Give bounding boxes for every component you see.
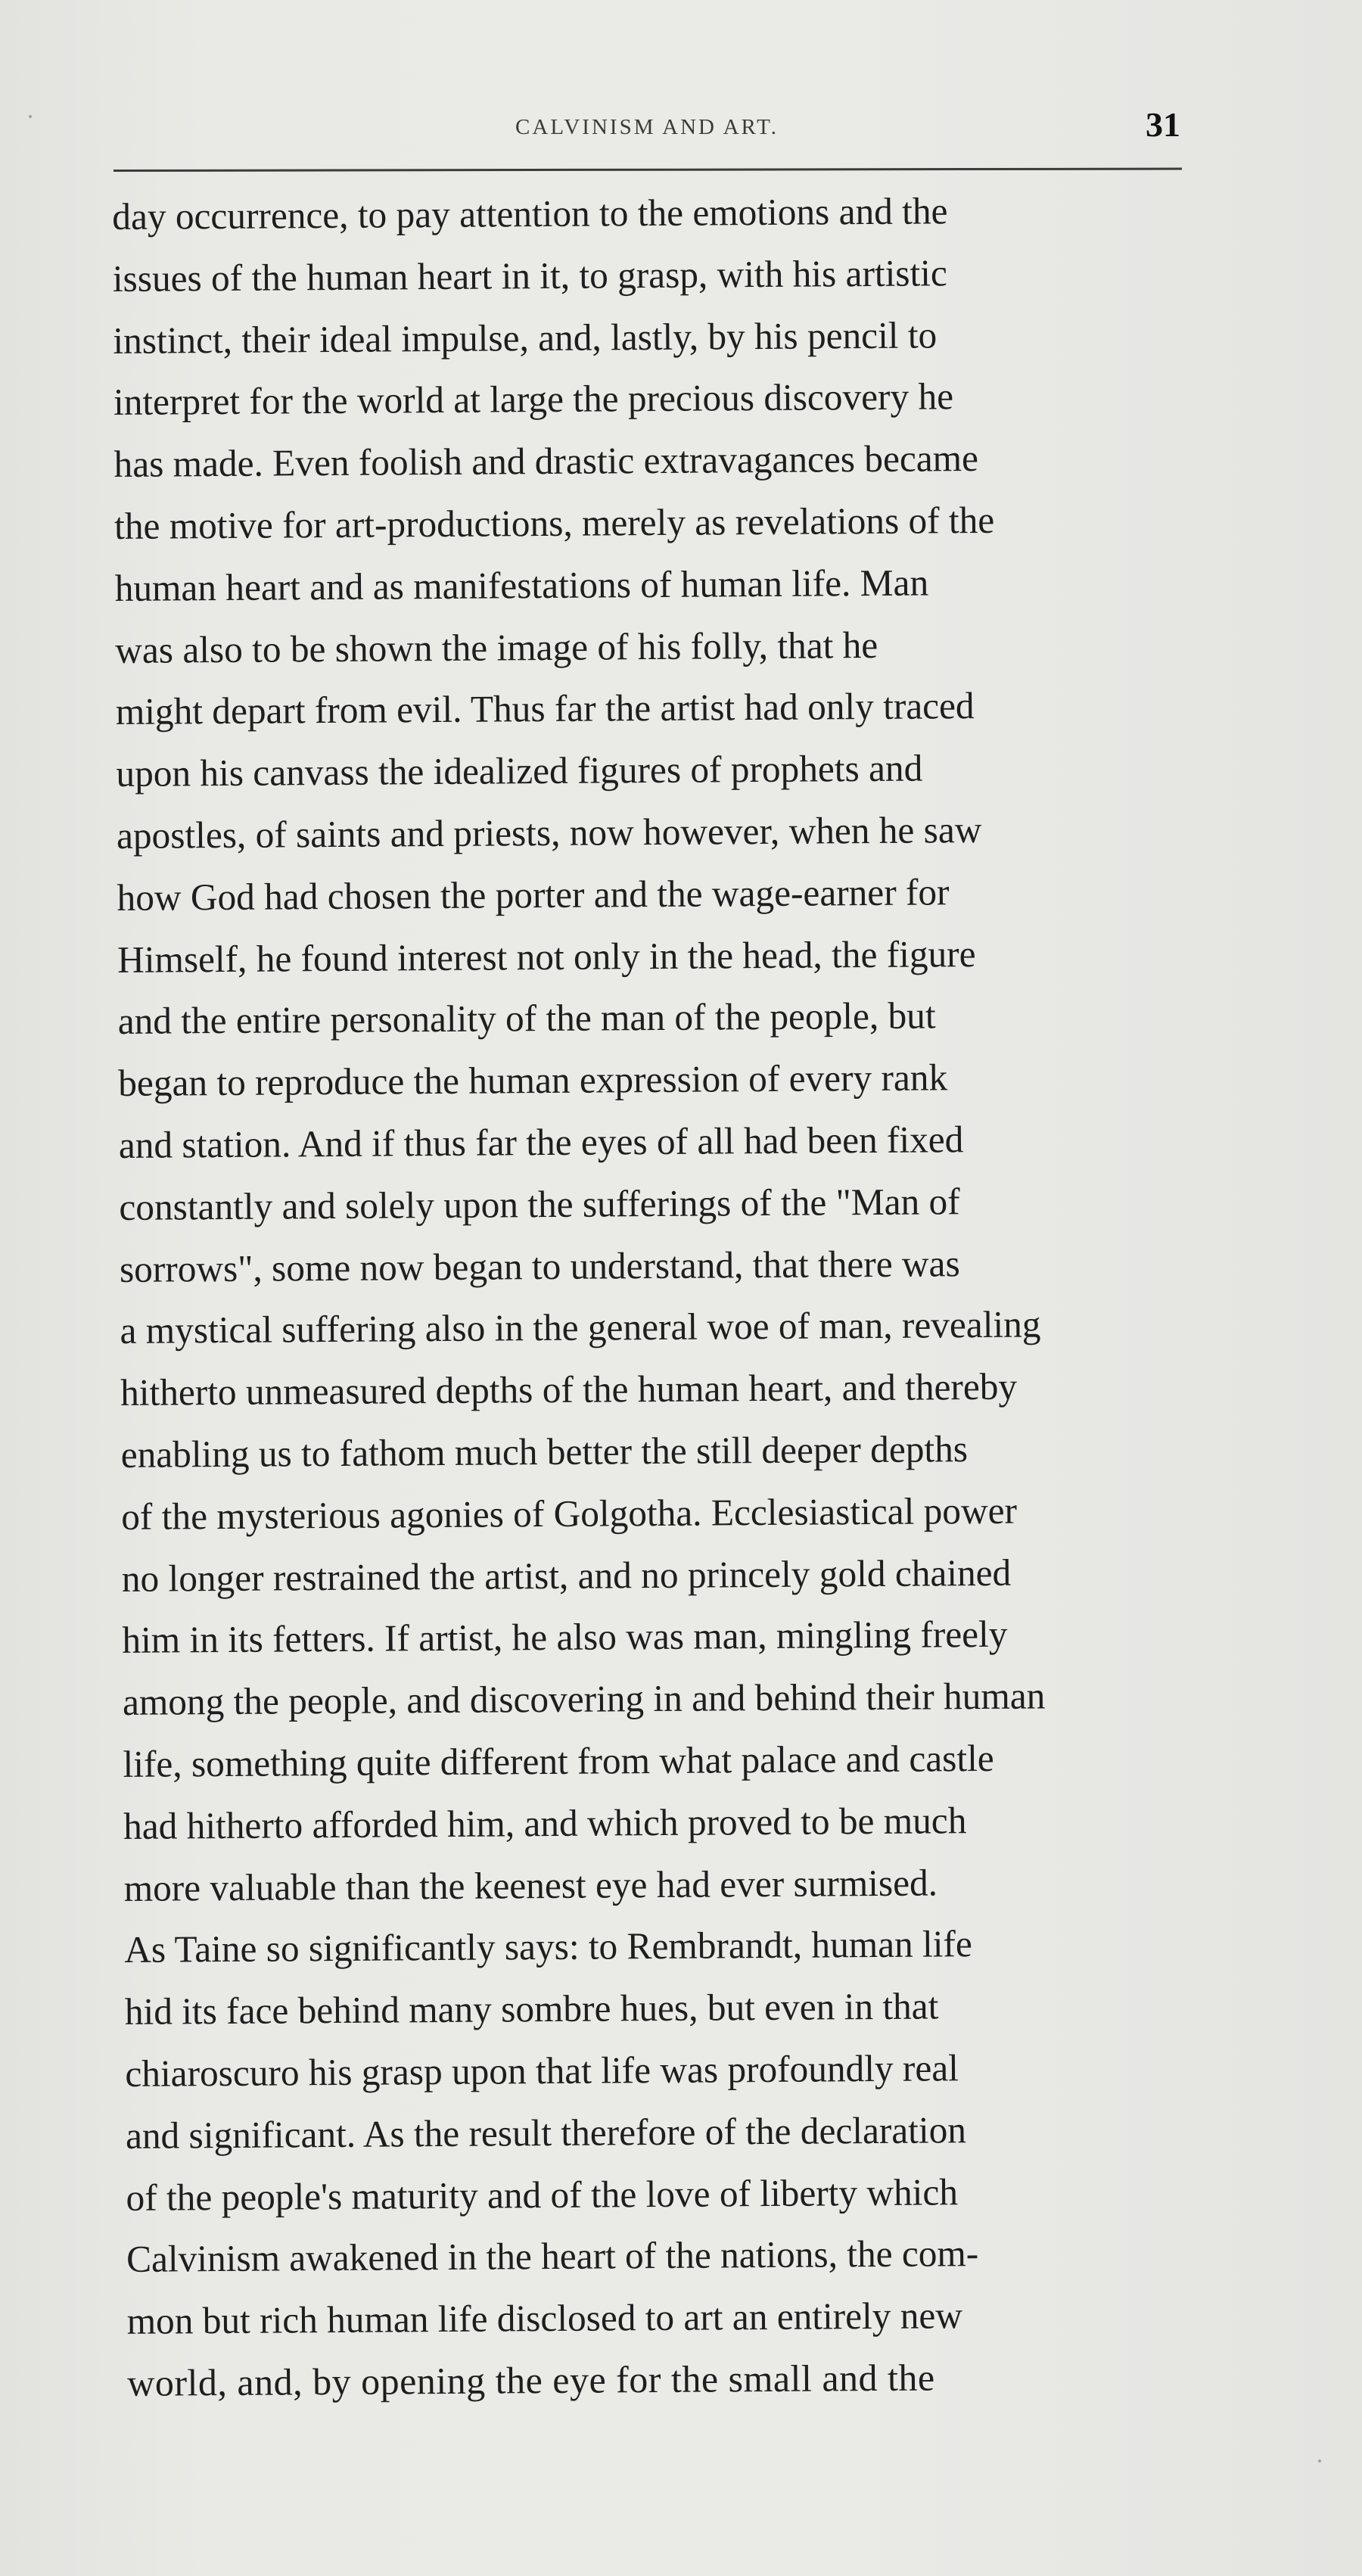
text-line: and the entire personality of the man of the people, but bbox=[117, 994, 936, 1043]
text-line: human heart and as manifestations of human life. Man bbox=[114, 561, 929, 609]
text-line: no longer restrained the artist, and no princely gold chained bbox=[121, 1551, 1012, 1600]
header-rule bbox=[114, 168, 1182, 172]
paper-speck bbox=[1318, 2459, 1321, 2462]
text-line: day occurrence, to pay attention to the emotions and the bbox=[112, 189, 948, 238]
text-line: how God had chosen the porter and the wage-earner for bbox=[117, 870, 950, 919]
text-line: Himself, he found interest not only in the head, the figure bbox=[117, 932, 976, 981]
text-line: interpret for the world at large the precious discovery he bbox=[113, 375, 954, 424]
text-line: upon his canvass the idealized figures of prophets and bbox=[116, 746, 923, 795]
paper-speck bbox=[29, 115, 32, 118]
text-line: constantly and solely upon the sufferings of the "Man of bbox=[119, 1179, 960, 1228]
page-number: 31 bbox=[1146, 105, 1180, 144]
text-line: and station. And if thus far the eyes of all had been fixed bbox=[118, 1118, 964, 1166]
text-line: him in its fetters. If artist, he also was man, mingling freely bbox=[122, 1613, 1008, 1662]
text-line: issues of the human heart in it, to grasp, with his artistic bbox=[112, 251, 947, 300]
text-line: As Taine so significantly says: to Rembrandt, human life bbox=[124, 1922, 972, 1971]
running-head: CALVINISM AND ART. bbox=[515, 115, 779, 139]
text-line: hitherto unmeasured depths of the human heart, and thereby bbox=[120, 1364, 1018, 1414]
text-line: and significant. As the result therefore of the declaration bbox=[125, 2108, 967, 2157]
text-line: hid its face behind many sombre hues, but even in that bbox=[124, 1984, 939, 2033]
text-line: sorrows", some now began to understand, that there was bbox=[119, 1241, 960, 1290]
text-line: was also to be shown the image of his folly, that he bbox=[115, 623, 878, 671]
text-line: Calvinism awakened in the heart of the nations, the com- bbox=[126, 2232, 979, 2281]
body-text bbox=[112, 179, 1263, 2415]
text-line: life, something quite different from what palace and castle bbox=[123, 1736, 994, 1785]
page-header bbox=[114, 104, 1180, 157]
text-line: mon but rich human life disclosed to art an entirely new bbox=[126, 2294, 963, 2343]
text-line: chiaroscuro his grasp upon that life was profoundly real bbox=[125, 2046, 959, 2095]
text-line: world, and, by opening the eye for the small and the bbox=[127, 2356, 935, 2404]
text-line: apostles, of saints and priests, now however, when he saw bbox=[116, 807, 982, 857]
text-line: began to reproduce the human expression of every rank bbox=[118, 1056, 948, 1105]
text-line: instinct, their ideal impulse, and, lastly, by his pencil to bbox=[113, 313, 938, 362]
text-line: more valuable than the keenest eye had ever surmised. bbox=[123, 1860, 938, 1909]
text-line: had hitherto afforded him, and which proved to be much bbox=[123, 1798, 967, 1847]
text-line: of the mysterious agonies of Golgotha. Ecclesiastical power bbox=[121, 1489, 1018, 1538]
text-line: the motive for art-productions, merely as revelations of the bbox=[114, 498, 995, 547]
text-line: might depart from evil. Thus far the artist had only traced bbox=[115, 684, 975, 733]
text-line: enabling us to fathom much better the still deeper depths bbox=[120, 1427, 969, 1476]
text-line: a mystical suffering also in the general woe of man, revealing bbox=[120, 1302, 1041, 1352]
text-line: of the people's maturity and of the love of liberty which bbox=[126, 2170, 959, 2219]
text-line: has made. Even foolish and drastic extravagances became bbox=[114, 437, 979, 486]
text-line: among the people, and discovering in and behind their human bbox=[122, 1674, 1046, 1724]
